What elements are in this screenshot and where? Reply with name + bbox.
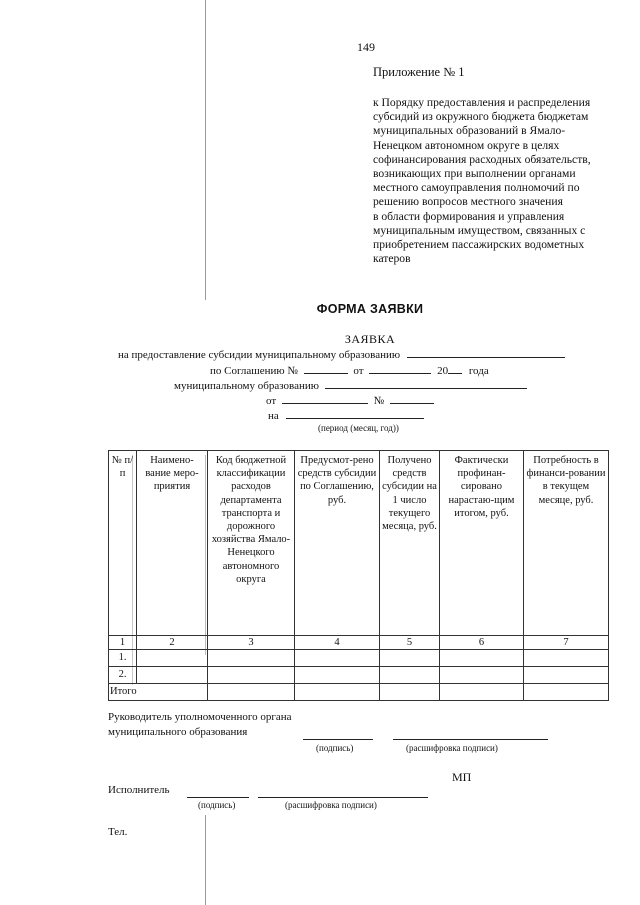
row-index: 1.	[109, 650, 137, 667]
field-municipality-2	[174, 379, 527, 392]
head-label-line2: муниципального образования	[108, 726, 248, 738]
table-row	[109, 667, 609, 684]
table-cell[interactable]	[380, 650, 440, 667]
table-cell[interactable]	[440, 667, 524, 684]
table-cell[interactable]	[295, 650, 380, 667]
column-number: 7	[524, 636, 609, 650]
table-header-cell: Потребность в финанси-ровании в текущем месяце, руб.	[524, 451, 609, 636]
appendix-line: Ненецком автономном округе в целях	[373, 138, 560, 152]
table-cell[interactable]	[137, 667, 208, 684]
total-label: Итого	[109, 684, 208, 701]
agreement-date-blank[interactable]	[369, 364, 431, 374]
column-number: 5	[380, 636, 440, 650]
executor-decode-hint: (расшифровка подписи)	[285, 800, 377, 810]
column-number: 3	[208, 636, 295, 650]
from-date-blank[interactable]	[282, 394, 368, 404]
field-from	[266, 394, 434, 407]
period-hint: (период (месяц, год))	[318, 423, 399, 433]
appendix-line: субсидий из окружного бюджета бюджетам	[373, 110, 589, 124]
appendix-line: муниципальным имуществом, связанных с	[373, 223, 586, 237]
column-number: 2	[137, 636, 208, 650]
table-cell[interactable]	[524, 684, 609, 701]
from-number-blank[interactable]	[390, 394, 434, 404]
agreement-year-label: 20	[437, 365, 449, 377]
executor-decode-blank[interactable]	[258, 788, 428, 798]
scan-fold-line	[205, 815, 206, 905]
table-cell[interactable]	[208, 667, 295, 684]
table-cell[interactable]	[380, 684, 440, 701]
from-label: от	[266, 395, 277, 407]
table-header-cell: Код бюджетной классификации расходов департамента транспорта и дорожного хозяйства Ямало-Ненецкого автономного округа	[208, 451, 295, 636]
table-header-cell: Наимено-вание меро-приятия	[137, 451, 208, 636]
head-sign-hint: (подпись)	[316, 743, 354, 753]
head-label-line1: Руководитель уполномоченного органа	[108, 711, 292, 723]
municipality-blank[interactable]	[407, 348, 565, 358]
agreement-year-blank[interactable]	[448, 364, 462, 374]
field-municipality-label: на предоставление субсидии муниципальному образованию	[118, 349, 401, 361]
appendix-line: приобретением пассажирских водометных	[373, 238, 585, 252]
agreement-number-label: по Соглашению №	[210, 365, 298, 377]
table-total-row	[109, 684, 609, 701]
field-period	[268, 409, 424, 422]
table-cell[interactable]	[524, 667, 609, 684]
column-number: 1	[109, 636, 137, 650]
appendix-line: софинансирования расходных обязательств,	[373, 152, 591, 166]
stamp-place: МП	[452, 770, 472, 784]
table-header-cell: Предусмот-рено средств субсидии по Соглашению, руб.	[295, 451, 380, 636]
head-signature-blank[interactable]	[303, 730, 373, 740]
appendix-line: к Порядку предоставления и распределения	[373, 96, 591, 109]
table-column-number-row	[109, 636, 609, 650]
table-header-row	[109, 451, 609, 636]
scan-fold-line	[205, 0, 206, 300]
agreement-year-suffix: года	[468, 365, 489, 377]
table-header-cell: Получено средств субсидии на 1 число текущего месяца, руб.	[380, 451, 440, 636]
column-number: 6	[440, 636, 524, 650]
table-cell[interactable]	[208, 650, 295, 667]
application-title: ЗАЯВКА	[344, 332, 396, 346]
table-cell[interactable]	[380, 667, 440, 684]
period-label: на	[268, 410, 279, 422]
head-decode-hint: (расшифровка подписи)	[406, 743, 498, 753]
municipality-2-label: муниципальному образованию	[174, 380, 319, 392]
from-number-label: №	[373, 395, 385, 407]
appendix-title: Приложение № 1	[373, 65, 465, 79]
application-table	[108, 450, 609, 701]
table-cell[interactable]	[440, 684, 524, 701]
head-decode-blank[interactable]	[393, 730, 548, 740]
executor-label: Исполнитель	[108, 784, 170, 796]
appendix-text	[373, 96, 623, 266]
row-index: 2.	[109, 667, 137, 684]
executor-sign-hint: (подпись)	[198, 800, 236, 810]
period-blank[interactable]	[286, 409, 424, 419]
agreement-date-label: от	[353, 365, 364, 377]
table-cell[interactable]	[440, 650, 524, 667]
page-number: 149	[357, 40, 375, 54]
appendix-line: решению вопросов местного значения	[373, 195, 563, 209]
table-row	[109, 650, 609, 667]
form-title: ФОРМА ЗАЯВКИ	[316, 302, 424, 316]
table-header-cell: № п/п	[109, 451, 137, 636]
table-cell[interactable]	[524, 650, 609, 667]
table-cell[interactable]	[295, 684, 380, 701]
appendix-line: возникающих при выполнении органами	[373, 167, 576, 181]
table-cell[interactable]	[137, 650, 208, 667]
table-cell[interactable]	[295, 667, 380, 684]
table-header-cell: Фактически профинан-сировано нарастаю-щим итогом, руб.	[440, 451, 524, 636]
table-cell[interactable]	[208, 684, 295, 701]
phone-label: Тел.	[108, 826, 128, 838]
field-municipality	[118, 348, 565, 361]
appendix-line: местного самоуправления полномочий по	[373, 181, 580, 195]
field-agreement	[210, 364, 489, 377]
appendix-line: в области формирования и управления	[373, 209, 565, 223]
appendix-line: муниципальных образований в Ямало-	[373, 124, 566, 138]
column-number: 4	[295, 636, 380, 650]
appendix-line: катеров	[373, 252, 411, 266]
municipality-2-blank[interactable]	[325, 379, 527, 389]
agreement-number-blank[interactable]	[304, 364, 348, 374]
executor-signature-blank[interactable]	[187, 788, 249, 798]
